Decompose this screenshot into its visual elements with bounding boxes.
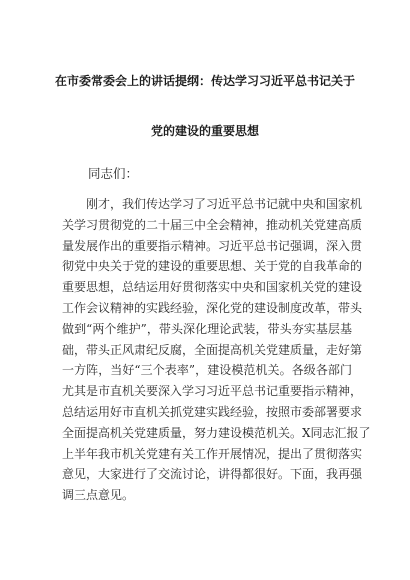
paragraph-line: 意见，大家进行了交流讨论，讲得都很好。下面，我再强 [62, 467, 363, 482]
paragraph-line: 关学习贯彻党的二十届三中全会精神，推动机关党建高质 [62, 217, 363, 232]
paragraph-line: 一方阵，当好“三个表率”，建设模范机关。各级各部门 [62, 363, 352, 378]
document-title-line-2: 党的建设的重要思想 [150, 124, 259, 138]
paragraph-line: 全面提高机关党建质量，努力建设模范机关。X同志汇报了 [62, 425, 371, 440]
salutation: 同志们： [88, 166, 139, 181]
paragraph-line: 调三点意见。 [62, 488, 135, 503]
paragraph-line: 重要思想，总结运用好贯彻落实中央和国家机关党的建设 [62, 280, 363, 295]
paragraph-line: 量发展作出的重要指示精神。习近平总书记强调，深入贯 [62, 238, 363, 253]
paragraph-line: 工作会议精神的实践经验，深化党的建设制度改革，带头 [62, 300, 363, 315]
paragraph-line: 础，带头正风肃纪反腐，全面提高机关党建质量，走好第 [62, 342, 363, 357]
paragraph-line: 尤其是市直机关要深入学习习近平总书记重要指示精神， [62, 384, 363, 399]
document-title-line-1: 在市委常委会上的讲话提纲：传达学习习近平总书记关于 [54, 74, 355, 88]
body-paragraph [62, 194, 371, 506]
paragraph-line: 刚才，我们传达学习了习近平总书记就中央和国家机 [86, 197, 363, 211]
paragraph-line: 做到“两个维护”，带头深化理论武装，带头夯实基层基 [62, 321, 352, 336]
paragraph-line: 总结运用好市直机关抓党建实践经验，按照市委部署要求 [62, 404, 363, 419]
paragraph-line: 上半年我市机关党建有关工作开展情况，提出了贯彻落实 [62, 446, 363, 461]
paragraph-line: 彻党中央关于党的建设的重要思想、关于党的自我革命的 [62, 259, 363, 274]
